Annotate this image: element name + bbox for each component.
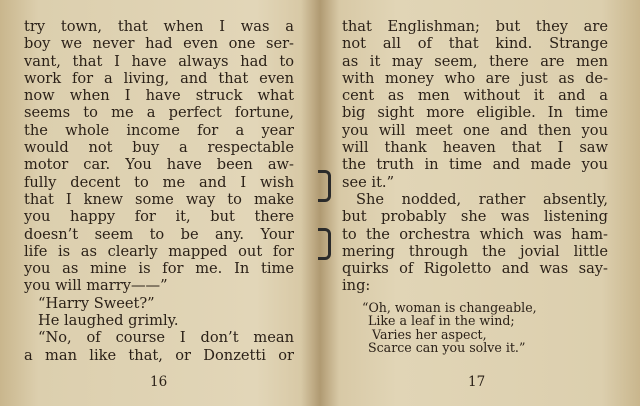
right-page: [342, 18, 608, 406]
text-line: you happy for it, but there: [24, 208, 294, 226]
text-line: doesn’t seem to be any. Your: [24, 225, 294, 243]
text-line: a man like that, or Donzetti or: [24, 346, 294, 364]
poem-line: Varies her aspect,: [372, 326, 487, 342]
text-line: fully decent to me and I wish: [24, 173, 294, 191]
text-line: vant, that I have always had to: [24, 52, 294, 70]
text-line: will thank heaven that I saw: [342, 139, 608, 157]
text-line: ing:: [342, 277, 371, 295]
text-line: cent as men without it and a: [342, 87, 608, 105]
text-line: with money who are just as de-: [342, 69, 608, 87]
text-line: you will marry——”: [24, 277, 168, 295]
text-line: motor car. You have been aw-: [24, 156, 294, 174]
text-line: He laughed grimly.: [38, 312, 179, 330]
text-line: as it may seem, there are men: [342, 52, 608, 70]
text-line: not all of that kind. Strange: [342, 35, 608, 53]
text-line: “Harry Sweet?”: [38, 294, 155, 312]
text-line: mering through the jovial little: [342, 242, 608, 260]
text-line: would not buy a respectable: [24, 139, 294, 157]
text-line: try town, that when I was a: [24, 18, 294, 35]
text-line: you will meet one and then you: [342, 121, 608, 139]
text-line: to the orchestra which was ham-: [342, 225, 608, 243]
text-line: the whole income for a year: [24, 121, 294, 139]
text-line: the truth in time and made you: [342, 156, 608, 174]
staple-icon: [318, 170, 331, 202]
text-line: seems to me a perfect fortune,: [24, 104, 294, 122]
staple-icon: [318, 228, 331, 260]
text-line: boy we never had even one ser-: [24, 35, 294, 53]
text-line: work for a living, and that even: [24, 69, 294, 87]
left-page: [24, 18, 294, 406]
text-line: “No, of course I don’t mean: [38, 329, 294, 347]
text-line: see it.”: [342, 173, 395, 191]
page-number-right: 17: [468, 374, 486, 390]
text-line: She nodded, rather absently,: [356, 190, 608, 208]
page-number-left: 16: [150, 374, 168, 390]
text-line: that I knew some way to make: [24, 190, 294, 208]
text-line: now when I have struck what: [24, 87, 294, 105]
text-line: quirks of Rigoletto and was say-: [342, 260, 608, 278]
poem-block: [342, 301, 608, 355]
poem-line: Scarce can you solve it.”: [368, 340, 526, 356]
poem-line: Like a leaf in the wind;: [368, 313, 515, 329]
text-line: life is as clearly mapped out for: [24, 242, 294, 260]
text-line: that Englishman; but they are: [342, 18, 608, 35]
text-line: big sight more eligible. In time: [342, 104, 608, 122]
text-line: but probably she was listening: [342, 208, 608, 226]
text-line: you as mine is for me. In time: [24, 260, 294, 278]
poem-line: “Oh, woman is changeable,: [362, 299, 537, 315]
